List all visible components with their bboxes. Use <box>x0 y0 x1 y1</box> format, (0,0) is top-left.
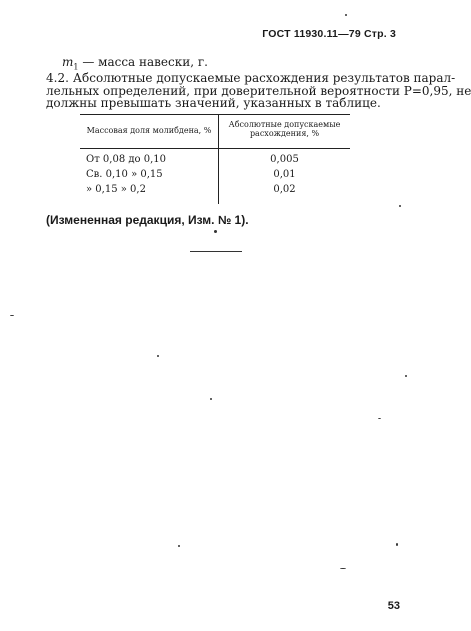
table-row-1-range: От 0,08 до 0,10 <box>86 154 166 165</box>
table-row-2-range: Св. 0,10 » 0,15 <box>86 169 163 180</box>
scan-speck <box>178 545 180 547</box>
paragraph-number: 4.2. <box>46 71 69 85</box>
page-number: 53 <box>387 600 400 612</box>
formula-line <box>62 55 422 71</box>
scan-speck <box>345 14 347 16</box>
column-header-tolerance: Абсолютные допускаемые расхождения, % <box>228 120 341 138</box>
formula-subscript: 1 <box>73 62 79 72</box>
scan-speck <box>396 543 398 546</box>
formula-description: — масса навески, г. <box>82 55 208 69</box>
scan-speck <box>378 418 381 419</box>
table-top-rule <box>80 114 350 115</box>
standard-header: ГОСТ 11930.11—79 Стр. 3 <box>262 28 396 40</box>
scan-speck <box>340 568 346 569</box>
formula-symbol: m <box>62 55 74 69</box>
table-header-rule <box>80 148 350 149</box>
amendment-note: (Измененная редакция, Изм. № 1). <box>46 213 249 227</box>
paragraph-line-2: лельных определений, при доверительной вероятности P=0,95, не <box>46 84 471 98</box>
scan-speck <box>399 205 401 207</box>
scan-speck <box>157 355 159 357</box>
scan-speck <box>214 230 217 233</box>
paragraph-line-1 <box>46 71 456 85</box>
scan-speck <box>10 315 14 316</box>
tolerance-table <box>80 114 350 204</box>
table-row-2-value: 0,01 <box>273 169 296 180</box>
paragraph-line-3: должны превышать значений, указанных в таблице. <box>46 96 381 110</box>
paragraph-text-1: Абсолютные допускаемые расхождения результатов парал- <box>72 71 456 85</box>
table-row-3-value: 0,02 <box>273 184 296 195</box>
table-row-3-range: » 0,15 » 0,2 <box>86 184 146 195</box>
scan-speck <box>210 398 212 400</box>
section-end-rule <box>190 251 242 252</box>
table-row-1-value: 0,005 <box>270 154 299 165</box>
scan-speck <box>405 375 407 377</box>
column-header-molybdenum: Массовая доля молибдена, % <box>86 126 212 135</box>
